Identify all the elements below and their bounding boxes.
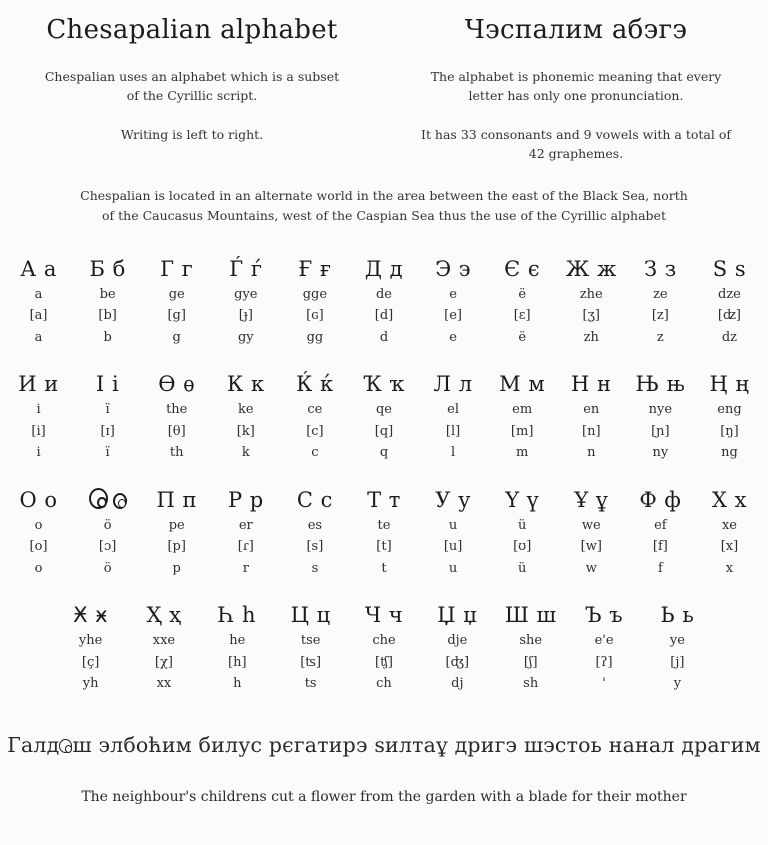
letter-glyph: Э э	[435, 256, 472, 281]
double-o-capital	[89, 488, 108, 509]
letter-glyph: Ү ү	[505, 487, 540, 512]
letter-glyph: Ѳ ѳ	[158, 372, 196, 396]
letter-ipa: [ʃ]	[523, 654, 538, 670]
letter-name: pe	[168, 517, 185, 533]
letter-name: ce	[307, 402, 323, 417]
letter-ipa: [ɛ]	[513, 308, 531, 323]
letter-name: e'e	[594, 633, 614, 648]
letter-name: te	[377, 517, 391, 533]
letter-cell	[349, 254, 418, 349]
letter-romanization: w	[585, 560, 597, 576]
alphabet-grid	[0, 254, 768, 695]
letter-glyph: С с	[296, 487, 333, 512]
letter-romanization: z	[656, 329, 664, 345]
letter-romanization: dj	[451, 676, 464, 691]
letter-ipa: [q]	[374, 423, 394, 439]
letter-name: ë	[518, 286, 527, 302]
letter-name: em	[512, 402, 533, 417]
letter-cell	[695, 254, 764, 349]
letter-glyph: Ӿ ӿ	[73, 603, 109, 627]
letter-name: xe	[721, 517, 737, 533]
letter-ipa: [ʧ]	[375, 654, 393, 670]
letter-cell	[641, 600, 714, 695]
letter-ipa: [ʣ]	[717, 308, 741, 323]
letter-name: yhe	[78, 633, 103, 648]
letter-name: el	[447, 402, 459, 417]
letter-glyph: И и	[18, 372, 59, 396]
double-o-letter	[59, 739, 72, 753]
letter-cell	[488, 254, 557, 349]
letter-romanization: ch	[376, 676, 392, 691]
letter-romanization: h	[233, 676, 242, 691]
letter-glyph: Һ һ	[218, 603, 256, 627]
letter-romanization: k	[241, 445, 250, 460]
letter-glyph: З з	[644, 256, 677, 281]
letter-glyph: О о	[19, 487, 58, 512]
letter-romanization: zh	[583, 329, 599, 345]
letter-ipa: [w]	[580, 539, 602, 554]
letter-name: ke	[238, 402, 254, 417]
letter-cell	[421, 600, 494, 695]
page-title-english: Chesapalian alphabet	[46, 15, 338, 45]
letter-name: u	[448, 517, 458, 533]
letter-cell	[201, 600, 274, 695]
letter-name: o	[34, 517, 43, 533]
letter-cell	[73, 485, 142, 580]
letter-glyph: Т т	[367, 487, 401, 512]
letter-name: she	[519, 633, 543, 648]
letter-romanization: r	[242, 560, 249, 576]
letter-glyph: Ң ң	[709, 372, 750, 396]
letter-romanization: th	[169, 445, 184, 460]
letter-ipa: [u]	[443, 539, 463, 554]
letter-cell	[494, 600, 567, 695]
letter-glyph: Н н	[571, 372, 612, 396]
double-o-inner-circle	[118, 499, 126, 508]
letter-glyph: М м	[499, 372, 546, 396]
letter-ipa: [i]	[31, 423, 46, 439]
letter-ipa: [ʔ]	[595, 654, 613, 670]
letter-name: ü	[517, 517, 527, 533]
intro-left-column	[0, 67, 384, 183]
letter-ipa: [s]	[306, 539, 324, 554]
letter-cell	[488, 369, 557, 464]
letter-romanization: ü	[517, 560, 527, 576]
letter-ipa: [ç]	[81, 654, 100, 670]
letter-cell	[419, 369, 488, 464]
letter-glyph: Ф ф	[639, 487, 682, 512]
letter-glyph: Ж ж	[565, 256, 617, 281]
letter-glyph: Ғ ғ	[298, 256, 332, 281]
letter-romanization: y	[673, 676, 682, 691]
letter-romanization: t	[381, 560, 387, 576]
title-row	[0, 15, 768, 45]
letter-glyph: Д д	[364, 256, 404, 281]
letter-romanization: gy	[237, 329, 254, 345]
letter-ipa: [ʤ]	[445, 654, 470, 670]
letter-glyph: Л л	[433, 372, 473, 396]
letter-name: ze	[653, 286, 668, 302]
letter-name: er	[238, 517, 253, 533]
alphabet-row	[0, 485, 768, 580]
letter-cell	[349, 369, 418, 464]
letter-ipa: [n]	[582, 423, 601, 439]
letter-cell	[4, 254, 73, 349]
letter-name: dze	[718, 286, 741, 302]
letter-glyph: Ѓ ѓ	[229, 256, 263, 281]
letter-cell	[4, 369, 73, 464]
letter-name: zhe	[579, 286, 603, 302]
letter-romanization: a	[34, 329, 43, 345]
intro-grapheme-count-note: It has 33 consonants and 9 vowels with a total of 42 graphemes.	[421, 126, 731, 162]
letter-glyph: Г г	[160, 256, 194, 281]
letter-glyph: Ҳ ҳ	[146, 603, 182, 627]
letter-romanization: ng	[721, 445, 738, 460]
intro-direction-note: Writing is left to right.	[120, 126, 264, 142]
letter-cell	[73, 369, 142, 464]
letter-ipa: [l]	[445, 423, 461, 439]
letter-glyph: S s	[712, 256, 747, 281]
letter-name: dje	[447, 633, 468, 648]
letter-cell	[557, 485, 626, 580]
letter-romanization: f	[657, 560, 663, 576]
letter-cell	[142, 254, 211, 349]
letter-name: tse	[300, 633, 321, 648]
letter-name: gye	[234, 286, 258, 302]
letter-ipa: [j]	[670, 654, 685, 670]
letter-romanization: s	[311, 560, 319, 576]
intro-script-note: Chespalian uses an alphabet which is a subset of the Cyrillic script.	[44, 69, 340, 104]
letter-cell	[280, 485, 349, 580]
letter-name: a	[34, 286, 43, 302]
letter-name: de	[375, 286, 392, 302]
letter-ipa: [x]	[720, 539, 739, 554]
letter-ipa: [ʒ]	[582, 308, 600, 323]
letter-glyph: Ч ч	[364, 603, 404, 627]
letter-cell	[280, 254, 349, 349]
letter-name: che	[372, 633, 396, 648]
letter-cell	[626, 254, 695, 349]
letter-cell	[54, 600, 127, 695]
letter-name: eng	[717, 402, 742, 417]
letter-glyph: Џ џ	[437, 603, 478, 627]
letter-ipa: [ɾ]	[237, 539, 254, 554]
letter-cell	[349, 485, 418, 580]
sample-text-post: ш элбоћим билус рєгатирэ sилтаұ дригэ шэстоь нанал драгим	[72, 732, 761, 757]
letter-cell	[488, 485, 557, 580]
letter-romanization: yh	[82, 676, 99, 691]
letter-cell	[211, 254, 280, 349]
letter-glyph: П п	[156, 487, 197, 512]
letter-romanization: p	[172, 560, 181, 576]
letter-romanization: '	[602, 676, 606, 691]
letter-romanization: o	[34, 560, 43, 576]
letter-cell	[142, 485, 211, 580]
letter-name: ge	[168, 286, 185, 302]
letter-glyph: У у	[435, 487, 471, 512]
letter-romanization: gg	[306, 329, 324, 345]
letter-romanization: g	[172, 329, 181, 345]
letter-glyph: Ұ ұ	[574, 487, 609, 512]
letter-cell	[73, 254, 142, 349]
letter-glyph: К к	[227, 372, 265, 396]
letter-romanization: u	[448, 560, 458, 576]
letter-ipa: [h]	[228, 654, 247, 670]
letter-romanization: i	[36, 445, 41, 460]
letter-romanization: l	[450, 445, 456, 460]
letter-glyph: Ь ь	[660, 603, 695, 627]
letter-romanization: sh	[523, 676, 539, 691]
letter-cell	[211, 369, 280, 464]
letter-glyph	[73, 485, 142, 515]
letter-ipa: [m]	[510, 423, 534, 439]
letter-ipa: [d]	[374, 308, 394, 323]
letter-glyph: Ш ш	[504, 603, 557, 627]
alphabet-row	[50, 600, 718, 695]
letter-glyph: Ъ ъ	[584, 603, 624, 627]
letter-romanization: dz	[721, 329, 738, 345]
double-o-small	[113, 493, 127, 509]
letter-name: be	[99, 286, 116, 302]
letter-glyph: Х х	[711, 487, 747, 512]
letter-ipa: [t]	[376, 539, 392, 554]
letter-cell	[274, 600, 347, 695]
letter-romanization: d	[379, 329, 389, 345]
sample-text-translation: The neighbour's childrens cut a flower from the garden with a blade for their mother	[81, 788, 687, 805]
double-o-inner-circle	[97, 497, 107, 508]
letter-romanization: xx	[156, 676, 172, 691]
letter-ipa: [ŋ]	[720, 423, 739, 439]
letter-cell	[211, 485, 280, 580]
letter-ipa: [b]	[98, 308, 117, 323]
letter-cell	[127, 600, 200, 695]
letter-ipa: [o]	[29, 539, 48, 554]
letter-cell	[626, 369, 695, 464]
letter-cell	[280, 369, 349, 464]
letter-glyph: А а	[20, 256, 57, 281]
location-note: Chespalian is located in an alternate world in the area between the east of the Black Sea, north of the Caucasus Mountains, west of the Caspian Sea thus the use of the Cyrillic alphabet	[80, 187, 688, 223]
letter-romanization: c	[311, 445, 319, 460]
letter-glyph: Є є	[504, 256, 541, 281]
sample-text-native	[0, 733, 768, 757]
alphabet-row	[0, 369, 768, 464]
letter-romanization: q	[379, 445, 389, 460]
letter-cell	[419, 254, 488, 349]
letter-name: xxe	[152, 633, 176, 648]
letter-cell	[567, 600, 640, 695]
letter-romanization: ï	[105, 445, 110, 460]
letter-romanization: b	[103, 329, 112, 345]
letter-ipa: [a]	[29, 308, 48, 323]
letter-ipa: [ɢ]	[306, 308, 324, 323]
letter-name: gge	[302, 286, 328, 302]
letter-ipa: [e]	[444, 308, 462, 323]
sample-text-pre: Галд	[7, 732, 60, 757]
letter-ipa: [θ]	[167, 423, 186, 439]
letter-name: he	[229, 633, 246, 648]
letter-glyph: Ц ц	[290, 603, 331, 627]
letter-cell	[4, 485, 73, 580]
letter-name: ef	[654, 517, 667, 533]
letter-cell	[695, 485, 764, 580]
letter-romanization: ts	[304, 676, 317, 691]
letter-ipa: [c]	[306, 423, 324, 439]
letter-ipa: [ʊ]	[513, 539, 532, 554]
intro-right-column	[384, 67, 768, 183]
letter-cell	[419, 485, 488, 580]
letter-romanization: ë	[518, 329, 527, 345]
letter-ipa: [ɪ]	[100, 423, 115, 439]
letter-ipa: [g]	[167, 308, 186, 323]
letter-name: the	[166, 402, 188, 417]
letter-ipa: [f]	[652, 539, 668, 554]
letter-name: nye	[648, 402, 673, 417]
letter-name: ö	[103, 517, 112, 533]
letter-glyph: І і	[96, 372, 120, 396]
letter-glyph: Њ њ	[635, 372, 686, 396]
letter-glyph: Ҡ ҡ	[363, 372, 405, 396]
letter-cell	[142, 369, 211, 464]
letter-cell	[557, 369, 626, 464]
letter-cell	[347, 600, 420, 695]
intro-columns	[0, 67, 768, 183]
letter-cell	[695, 369, 764, 464]
intro-phonemic-note: The alphabet is phonemic meaning that every letter has only one pronunciation.	[430, 69, 722, 104]
letter-ipa: [ɔ]	[98, 539, 117, 554]
letter-ipa: [p]	[167, 539, 186, 554]
letter-ipa: [χ]	[154, 654, 173, 670]
letter-name: ye	[669, 633, 685, 648]
letter-name: we	[581, 517, 601, 533]
letter-name: e	[449, 286, 457, 302]
letter-ipa: [ʦ]	[300, 654, 322, 670]
letter-glyph: Б б	[89, 256, 126, 281]
letter-ipa: [ɲ]	[651, 423, 670, 439]
letter-ipa: [ɟ]	[238, 308, 253, 323]
letter-ipa: [k]	[236, 423, 255, 439]
letter-cell	[557, 254, 626, 349]
letter-ipa: [z]	[651, 308, 669, 323]
letter-romanization: x	[725, 560, 734, 576]
letter-romanization: ö	[103, 560, 112, 576]
letter-glyph: Ќ ќ	[296, 372, 334, 396]
alphabet-row	[0, 254, 768, 349]
letter-name: es	[307, 517, 323, 533]
letter-romanization: e	[449, 329, 457, 345]
letter-name: en	[583, 402, 600, 417]
page-title-native: Чэспалим абэгэ	[464, 15, 688, 45]
letter-name: ï	[105, 402, 110, 417]
letter-glyph: Р р	[227, 487, 264, 512]
letter-romanization: m	[516, 445, 529, 460]
letter-cell	[626, 485, 695, 580]
letter-name: i	[36, 402, 41, 417]
letter-name: qe	[375, 402, 392, 417]
letter-romanization: ny	[652, 445, 669, 460]
letter-romanization: n	[587, 445, 596, 460]
